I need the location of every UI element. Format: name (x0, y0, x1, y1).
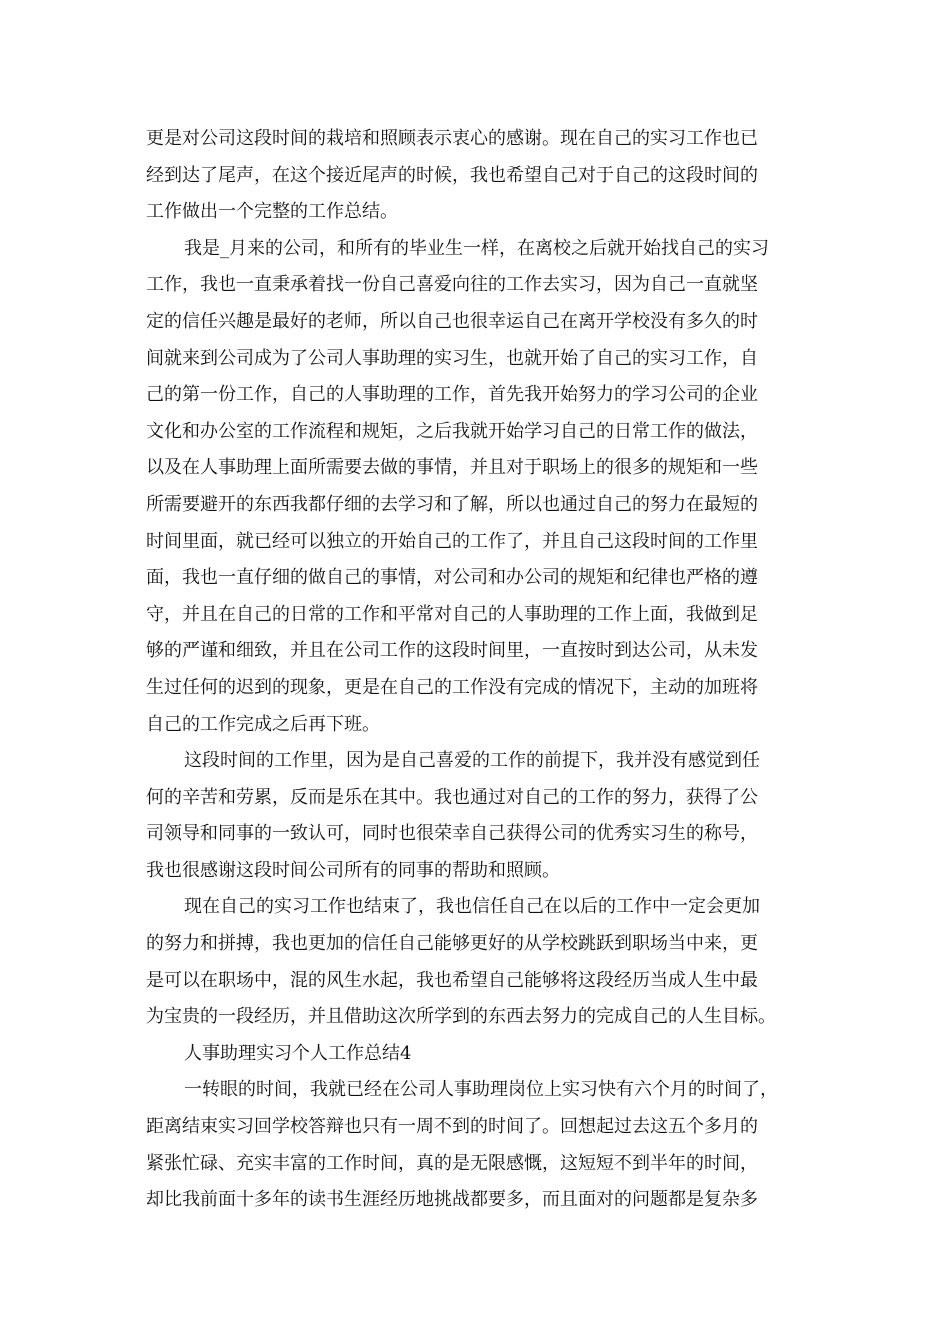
section-heading: 人事助理实习个人工作总结4 (184, 1042, 412, 1064)
text-line: 文化和办公室的工作流程和规矩，之后我就开始学习自己的日常工作的做法， (146, 420, 758, 442)
text-line: 却比我前面十多年的读书生涯经历地挑战都要多，而且面对的问题都是复杂多 (146, 1189, 758, 1211)
text-line: 是可以在职场中，混的风生水起，我也希望自己能够将这段经历当成人生中最 (146, 969, 758, 991)
paragraph-first-line: 我是_月来的公司，和所有的毕业生一样，在离校之后就开始找自己的实习 (184, 237, 769, 259)
text-line: 紧张忙碌、充实丰富的工作时间，真的是无限感慨，这短短不到半年的时间， (146, 1152, 758, 1174)
text-line: 距离结束实习回学校答辩也只有一周不到的时间了。回想起过去这五个多月的 (146, 1116, 758, 1138)
text-line: 定的信任兴趣是最好的老师，所以自己也很幸运自己在离开学校没有多久的时 (146, 310, 758, 332)
text-line: 的努力和拼搏，我也更加的信任自己能够更好的从学校跳跃到职场当中来，更 (146, 933, 758, 955)
text-line: 我也很感谢这段时间公司所有的同事的帮助和照顾。 (146, 859, 560, 881)
text-line: 工作做出一个完整的工作总结。 (146, 201, 398, 223)
text-line: 够的严谨和细致，并且在公司工作的这段时间里，一直按时到达公司，从未发 (146, 640, 758, 662)
text-line: 间就来到公司成为了公司人事助理的实习生，也就开始了自己的实习工作，自 (146, 347, 758, 369)
text-line: 面，我也一直仔细的做自己的事情，对公司和办公司的规矩和纪律也严格的遵 (146, 567, 758, 589)
text-line: 工作，我也一直秉承着找一份自己喜爱向往的工作去实习，因为自己一直就坚 (146, 274, 758, 296)
paragraph-first-line: 一转眼的时间，我就已经在公司人事助理岗位上实习快有六个月的时间了， (184, 1079, 778, 1101)
text-line: 何的辛苦和劳累，反而是乐在其中。我也通过对自己的工作的努力，获得了公 (146, 786, 758, 808)
text-line: 以及在人事助理上面所需要去做的事情，并且对于职场上的很多的规矩和一些 (146, 457, 758, 479)
document-body (146, 121, 806, 1219)
text-line: 司领导和同事的一致认可，同时也很荣幸自己获得公司的优秀实习生的称号， (146, 823, 758, 845)
text-line: 时间里面，就已经可以独立的开始自己的工作了，并且自己这段时间的工作里 (146, 530, 758, 552)
text-line: 己的第一份工作，自己的人事助理的工作，首先我开始努力的学习公司的企业 (146, 384, 758, 406)
text-line: 经到达了尾声，在这个接近尾声的时候，我也希望自己对于自己的这段时间的 (146, 164, 758, 186)
text-line: 所需要避开的东西我都仔细的去学习和了解，所以也通过自己的努力在最短的 (146, 493, 758, 515)
text-line: 守，并且在自己的日常的工作和平常对自己的人事助理的工作上面，我做到足 (146, 603, 758, 625)
text-line: 自己的工作完成之后再下班。 (146, 713, 380, 735)
text-line: 为宝贵的一段经历，并且借助这次所学到的东西去努力的完成自己的人生目标。 (146, 1006, 776, 1028)
text-line: 生过任何的迟到的现象，更是在自己的工作没有完成的情况下，主动的加班将 (146, 676, 758, 698)
paragraph-first-line: 现在自己的实习工作也结束了，我也信任自己在以后的工作中一定会更加 (184, 896, 760, 918)
text-line: 更是对公司这段时间的栽培和照顾表示衷心的感谢。现在自己的实习工作也已 (146, 128, 758, 149)
paragraph-first-line: 这段时间的工作里，因为是自己喜爱的工作的前提下，我并没有感觉到任 (184, 750, 760, 772)
